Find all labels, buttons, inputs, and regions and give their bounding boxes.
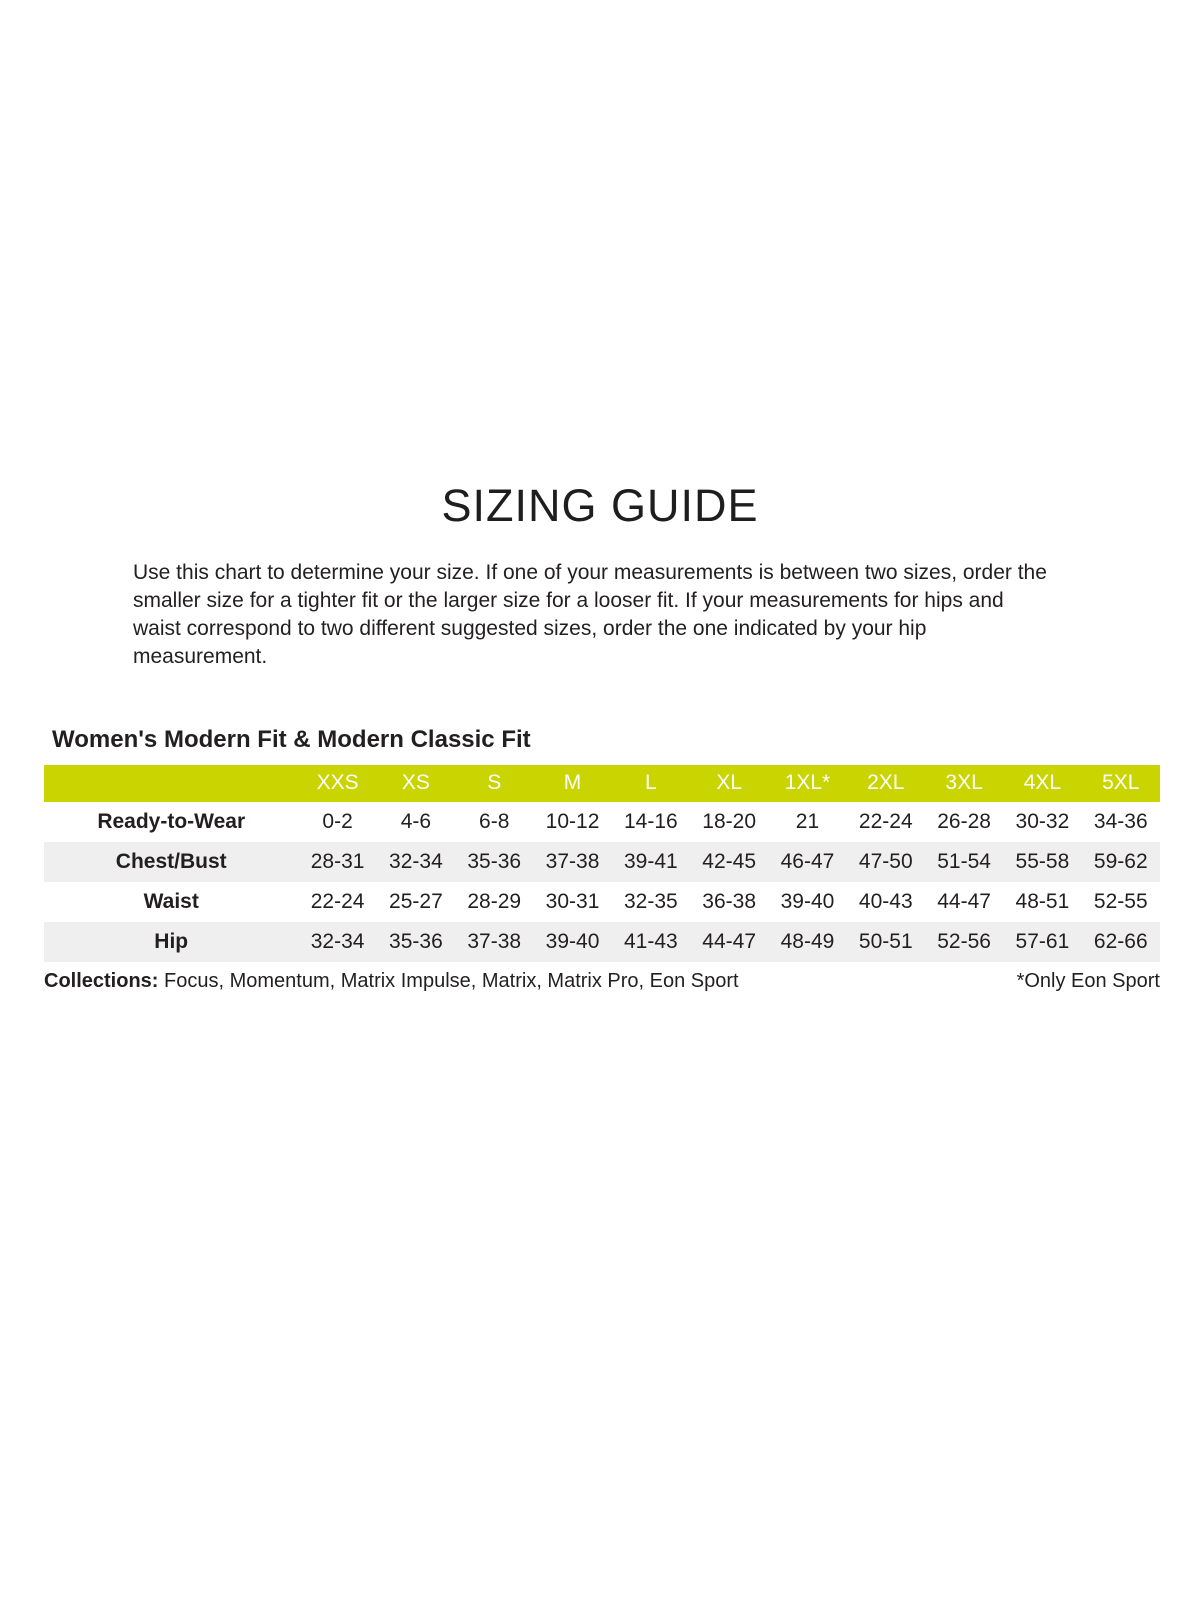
- size-cell: 34-36: [1093, 809, 1148, 833]
- size-cell: 26-28: [937, 809, 991, 833]
- size-cell: 57-61: [1015, 929, 1070, 953]
- size-table-corner-cell: [44, 765, 298, 802]
- size-cell: 28-31: [310, 849, 365, 873]
- row-label: Waist: [143, 889, 199, 913]
- size-table-body: [44, 802, 1160, 962]
- size-table-header-row: [44, 765, 1160, 802]
- column-header: 3XL: [925, 765, 1003, 802]
- row-label: Ready-to-Wear: [97, 809, 246, 833]
- table-row: [44, 882, 1160, 922]
- column-header: XXS: [298, 765, 376, 802]
- size-cell: 22-24: [310, 889, 365, 913]
- size-cell: 0-2: [322, 809, 353, 833]
- column-header: 4XL: [1003, 765, 1081, 802]
- size-table-section: [0, 726, 1200, 993]
- column-header: L: [612, 765, 690, 802]
- size-cell: 41-43: [623, 929, 678, 953]
- size-cell: 48-49: [780, 929, 835, 953]
- column-header: 5XL: [1082, 765, 1160, 802]
- size-cell: 39-40: [545, 929, 600, 953]
- size-cell: 18-20: [702, 809, 757, 833]
- table-row: [44, 842, 1160, 882]
- size-cell: 47-50: [858, 849, 913, 873]
- asterisk-note: *Only Eon Sport: [1016, 969, 1160, 992]
- size-table: [44, 765, 1160, 962]
- size-cell: 30-32: [1015, 809, 1070, 833]
- page-title: SIZING GUIDE: [441, 480, 759, 531]
- size-cell: 39-41: [623, 849, 678, 873]
- column-header: XL: [690, 765, 768, 802]
- size-cell: 37-38: [467, 929, 522, 953]
- collections-value: Focus, Momentum, Matrix Impulse, Matrix, Matrix Pro, Eon Sport: [158, 969, 739, 992]
- row-label: Chest/Bust: [115, 849, 227, 873]
- row-label: Hip: [154, 929, 189, 953]
- size-cell: 36-38: [702, 889, 757, 913]
- size-cell: 44-47: [937, 889, 991, 913]
- size-cell: 30-31: [545, 889, 600, 913]
- collections-row: [44, 970, 1160, 993]
- column-header: M: [533, 765, 611, 802]
- size-cell: 22-24: [858, 809, 913, 833]
- column-header: S: [455, 765, 533, 802]
- size-cell: 14-16: [623, 809, 678, 833]
- collections-label: Collections:: [44, 969, 159, 992]
- size-cell: 44-47: [702, 929, 757, 953]
- size-cell: 40-43: [858, 889, 913, 913]
- size-cell: 42-45: [702, 849, 757, 873]
- size-cell: 52-56: [937, 929, 991, 953]
- size-cell: 48-51: [1015, 889, 1070, 913]
- size-cell: 37-38: [545, 849, 600, 873]
- size-cell: 32-34: [389, 849, 443, 873]
- size-cell: 51-54: [937, 849, 991, 873]
- size-cell: 6-8: [479, 809, 510, 833]
- column-header: XS: [377, 765, 455, 802]
- intro-paragraph: Use this chart to determine your size. If one of your measurements is between two sizes, order the smaller size for a tighter fit or the larger size for a looser fit. If your measurements for hips and waist correspond to two different suggested sizes, order the one indicated by your hip measurement.: [133, 561, 1047, 668]
- table-row: [44, 802, 1160, 842]
- size-cell: 59-62: [1093, 849, 1148, 873]
- column-header: 2XL: [847, 765, 925, 802]
- table-heading: Women's Modern Fit & Modern Classic Fit: [52, 726, 531, 753]
- size-cell: 55-58: [1015, 849, 1070, 873]
- size-cell: 50-51: [858, 929, 913, 953]
- size-cell: 39-40: [780, 889, 835, 913]
- table-row: [44, 922, 1160, 962]
- size-cell: 32-34: [310, 929, 365, 953]
- column-header: 1XL*: [768, 765, 846, 802]
- collections-note: [44, 970, 739, 993]
- size-cell: 32-35: [623, 889, 678, 913]
- size-cell: 62-66: [1093, 929, 1148, 953]
- size-cell: 28-29: [467, 889, 522, 913]
- size-cell: 10-12: [545, 809, 600, 833]
- size-cell: 46-47: [780, 849, 835, 873]
- size-cell: 25-27: [389, 889, 443, 913]
- size-cell: 35-36: [389, 929, 443, 953]
- size-cell: 21: [795, 809, 820, 833]
- size-cell: 4-6: [400, 809, 432, 833]
- size-cell: 52-55: [1093, 889, 1148, 913]
- size-cell: 35-36: [467, 849, 522, 873]
- size-table-header: [44, 765, 1160, 802]
